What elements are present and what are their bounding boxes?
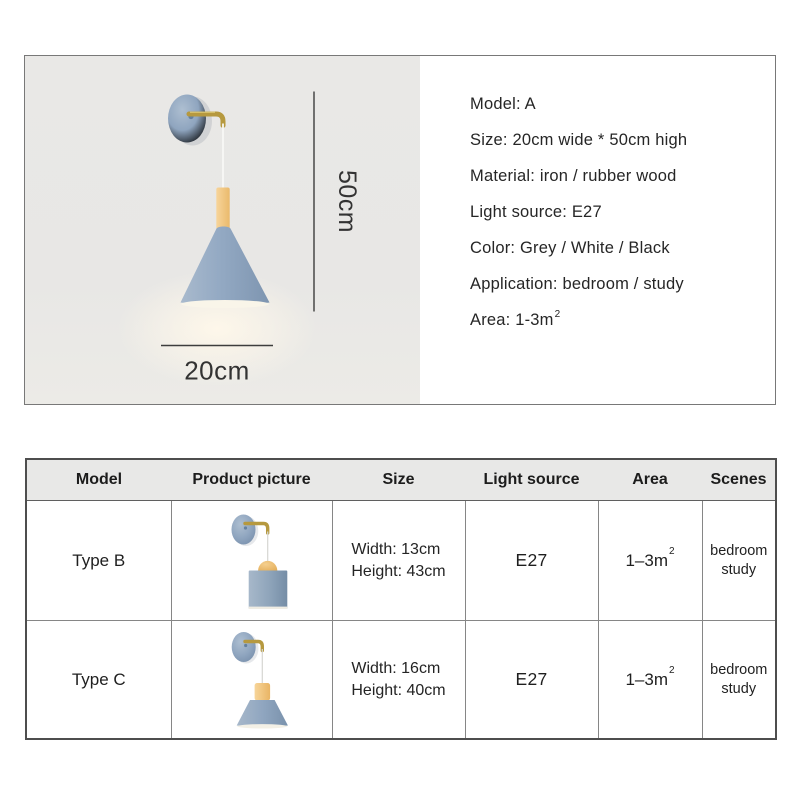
- spec-model: Model: A: [470, 94, 536, 113]
- wood-holder: [255, 683, 271, 701]
- table-row: [26, 621, 776, 740]
- header-area: Area: [598, 459, 702, 501]
- product-photo: [25, 56, 420, 404]
- variant-table: [25, 458, 777, 740]
- variant-table-container: [25, 458, 777, 740]
- scene-study: study: [721, 680, 757, 697]
- wood-holder: [216, 188, 229, 230]
- area-text: 1–3m: [625, 550, 668, 570]
- cone-shade: [181, 226, 270, 305]
- header-size: Size: [332, 459, 465, 501]
- spec-material: Material: iron / rubber wood: [470, 166, 677, 185]
- type-c-light-source: E27: [465, 621, 598, 740]
- product-overview-panel: [24, 55, 776, 405]
- spec-size: Size: 20cm wide * 50cm high: [470, 130, 688, 149]
- mount-hub: [244, 644, 247, 647]
- header-light-source: Light source: [465, 459, 598, 501]
- type-b-scenes: [702, 501, 776, 621]
- size-height: Height: 40cm: [351, 681, 446, 699]
- table-header-row: [26, 459, 776, 501]
- type-c-lamp-image: [172, 621, 331, 738]
- type-c-scenes: [702, 621, 776, 740]
- height-dimension-label: 50cm: [333, 169, 361, 234]
- wall-mount-disc: [168, 95, 206, 143]
- header-model: Model: [26, 459, 171, 501]
- shade-bottom-rim: [181, 300, 269, 308]
- shade-bottom-rim: [237, 724, 287, 728]
- type-c-size: [332, 621, 465, 740]
- wall-mount-disc: [232, 515, 256, 545]
- spec-color: Color: Grey / White / Black: [470, 238, 670, 257]
- type-b-lamp-image: [172, 502, 331, 619]
- size-height: Height: 43cm: [351, 562, 446, 580]
- type-b-size: [332, 501, 465, 621]
- scene-bedroom: bedroom: [710, 542, 768, 559]
- area-text: 1–3m: [625, 669, 668, 689]
- scene-study: study: [721, 561, 757, 578]
- scene-bedroom: bedroom: [710, 661, 768, 678]
- mount-hub: [244, 526, 247, 529]
- width-dimension-label: 20cm: [184, 355, 250, 386]
- wall-mount-disc: [232, 632, 256, 662]
- type-c-picture: [171, 621, 332, 740]
- wall-lamp-photo: [25, 56, 420, 404]
- shade-bottom-rim: [249, 607, 288, 609]
- spec-area: Area: 1-3m $^2$: [470, 309, 561, 329]
- header-product-picture: Product picture: [171, 459, 332, 501]
- spec-area-text: Area: 1-3m: [470, 310, 554, 329]
- type-b-picture: [171, 501, 332, 621]
- header-scenes: Scenes: [702, 459, 776, 501]
- size-width: Width: 16cm: [351, 659, 441, 677]
- wood-ball: [258, 561, 277, 571]
- type-b-model: Type B: [26, 501, 171, 621]
- type-c-model: Type C: [26, 621, 171, 740]
- cylinder-shade: [249, 571, 288, 610]
- type-b-light-source: E27: [465, 501, 598, 621]
- superscript: 2: [668, 664, 675, 676]
- table-row: [26, 501, 776, 621]
- type-c-area: [598, 621, 702, 740]
- spec-light-source: Light source: E27: [470, 202, 602, 221]
- tapered-shade: [237, 700, 288, 727]
- spec-application: Application: bedroom / study: [470, 274, 684, 293]
- size-width: Width: 13cm: [351, 540, 441, 558]
- spec-list: [420, 56, 775, 404]
- superscript: 2: [668, 545, 675, 557]
- type-b-area: [598, 501, 702, 621]
